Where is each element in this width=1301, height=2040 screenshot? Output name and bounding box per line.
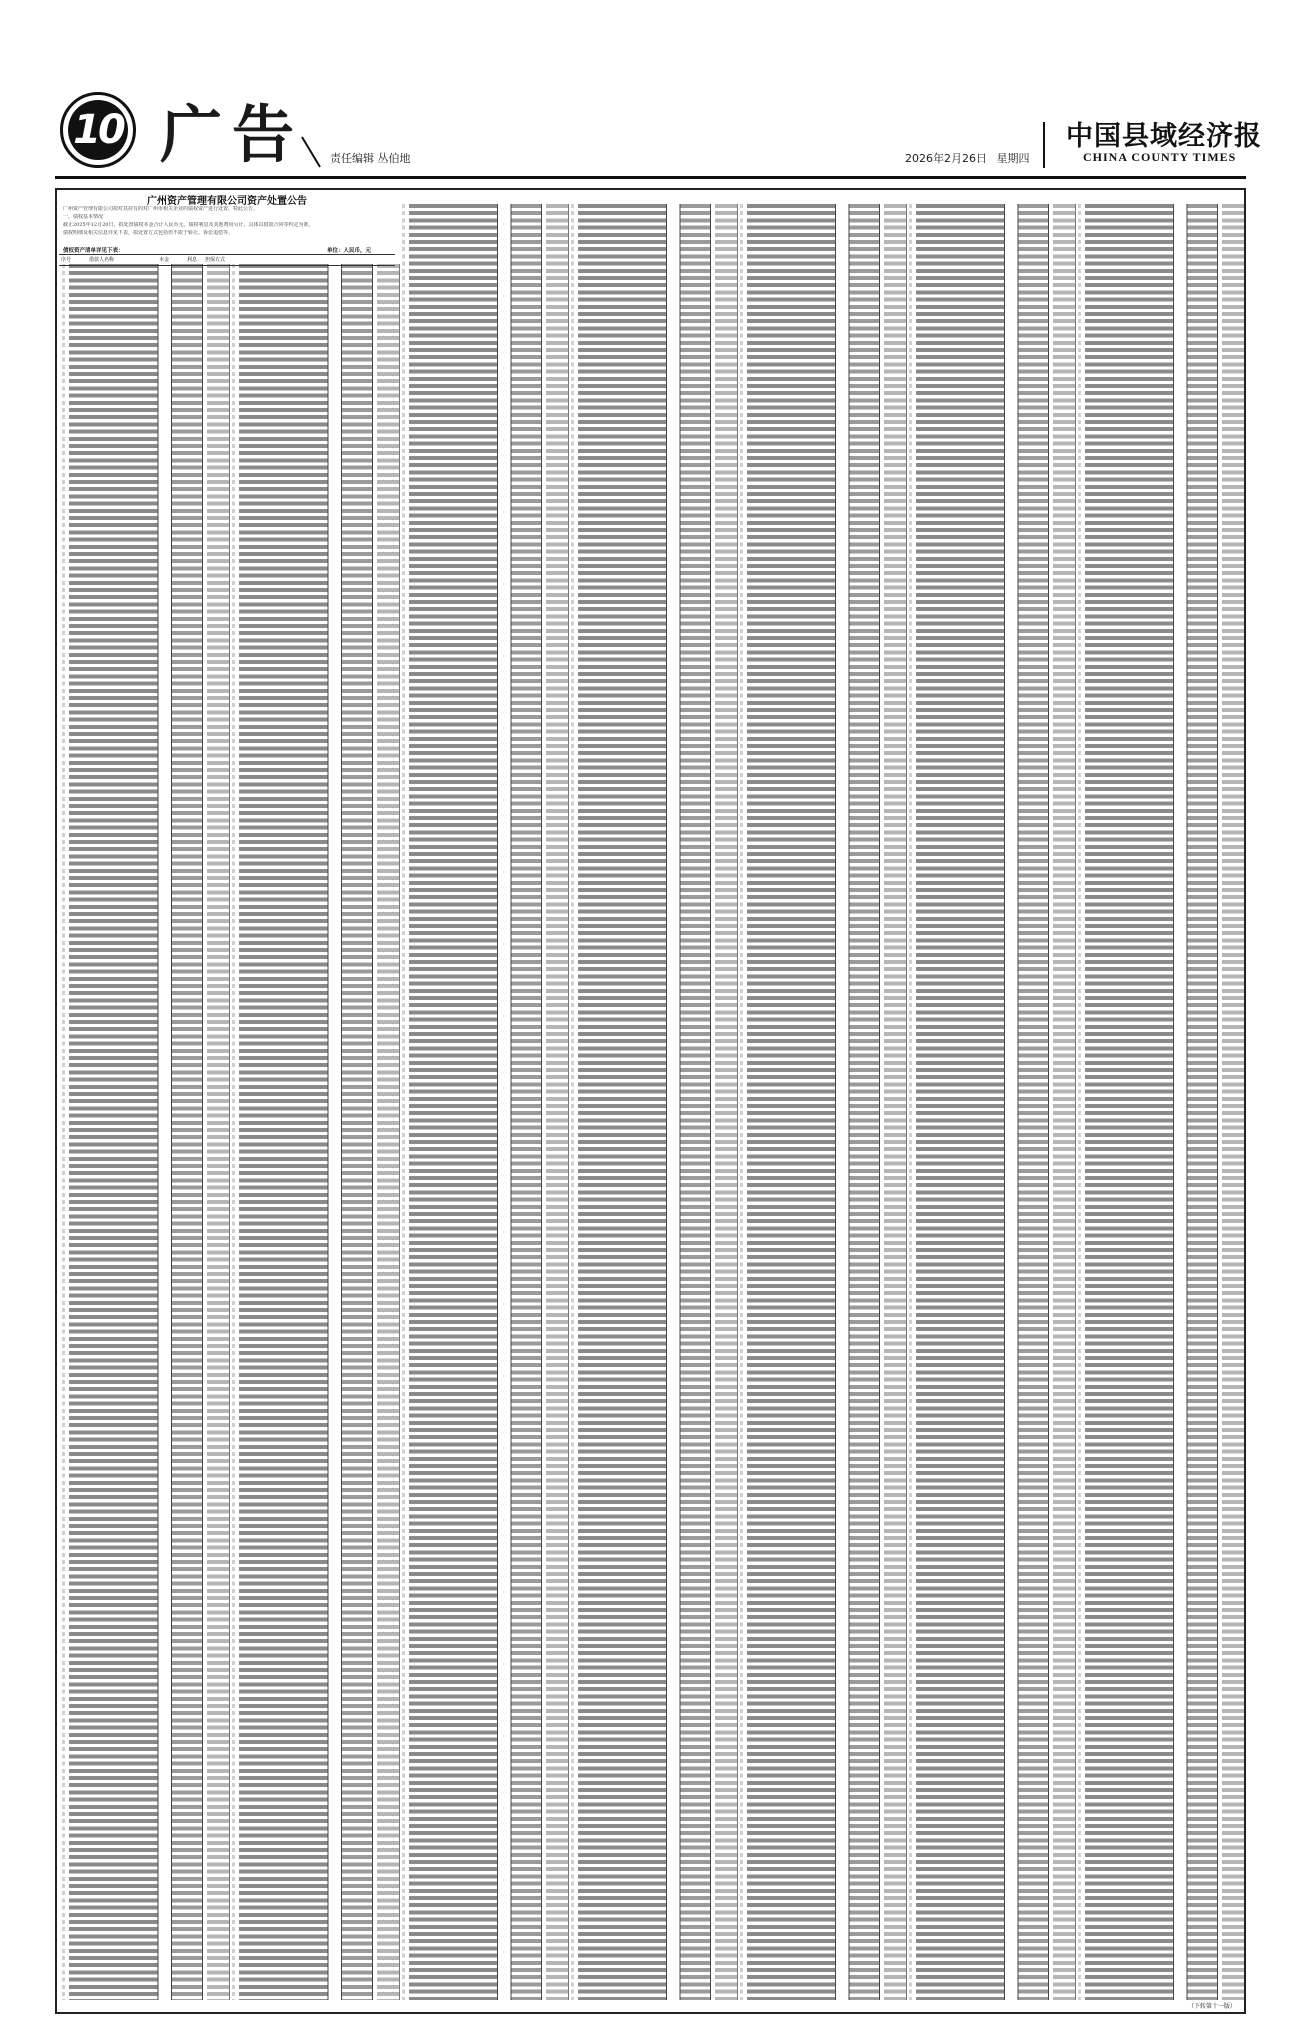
title-slash-icon <box>300 135 322 169</box>
intro-line: 债权明细及相关信息详见下表，拟处置方式包括但不限于转让、诉讼追偿等。 <box>63 230 234 236</box>
table-column-2 <box>229 264 400 2000</box>
masthead <box>0 0 1301 185</box>
table-rules <box>59 264 229 2000</box>
continued-note: （下转第十一版） <box>1187 2003 1236 2010</box>
table-rules <box>737 204 906 2000</box>
newspaper-name-english: CHINA COUNTY TIMES <box>1083 150 1237 164</box>
asset-disposal-notice <box>55 188 1246 2014</box>
section-title: 广告 <box>160 98 305 171</box>
masthead-divider <box>1043 122 1045 168</box>
header-guarantee: 担保方式 <box>205 257 226 263</box>
table-rules <box>229 264 399 2000</box>
intro-line: 广州资产管理有限公司拟对其持有的对广州市相关企业的债权资产进行处置，特此公告。 <box>63 206 259 212</box>
table-rules <box>399 204 568 2000</box>
debt-table <box>59 204 1244 2000</box>
notice-header <box>57 190 397 263</box>
table-column-7 <box>1075 204 1244 2000</box>
table-column-4 <box>568 204 738 2000</box>
table-rules <box>1075 204 1244 2000</box>
table-column-5 <box>737 204 907 2000</box>
table-column-1 <box>59 264 230 2000</box>
header-principal: 本金 <box>159 257 170 263</box>
table-column-3 <box>399 204 569 2000</box>
issue-date: 2026年2月26日 星期四 <box>905 152 1030 165</box>
list-heading: 债权资产清单详见下表： <box>63 248 124 254</box>
intro-line: 一、债权基本情况 <box>63 214 104 220</box>
table-column-6 <box>906 204 1076 2000</box>
newspaper-name: 中国县域经济报 <box>1066 121 1262 152</box>
editor-credit: 责任编辑 丛伯地 <box>330 152 411 165</box>
table-rules <box>906 204 1075 2000</box>
notice-title: 广州资产管理有限公司资产处置公告 <box>147 196 307 207</box>
page-number: 10 <box>73 107 123 153</box>
header-borrower: 借款人名称 <box>89 257 115 263</box>
header-interest: 利息 <box>187 257 198 263</box>
page-number-badge <box>60 92 136 168</box>
intro-line: 截止2025年12月20日，拟处置债权本金合计人民币元，债权利息及其他费用另计，具体以借款合同等约定为准。 <box>63 222 314 228</box>
header-index: 序号 <box>61 257 72 263</box>
table-header <box>59 254 395 266</box>
page-number-disc <box>68 100 128 160</box>
unit-label: 单位：人民币，元 <box>327 248 372 254</box>
table-rules <box>568 204 737 2000</box>
masthead-rule <box>55 176 1246 179</box>
